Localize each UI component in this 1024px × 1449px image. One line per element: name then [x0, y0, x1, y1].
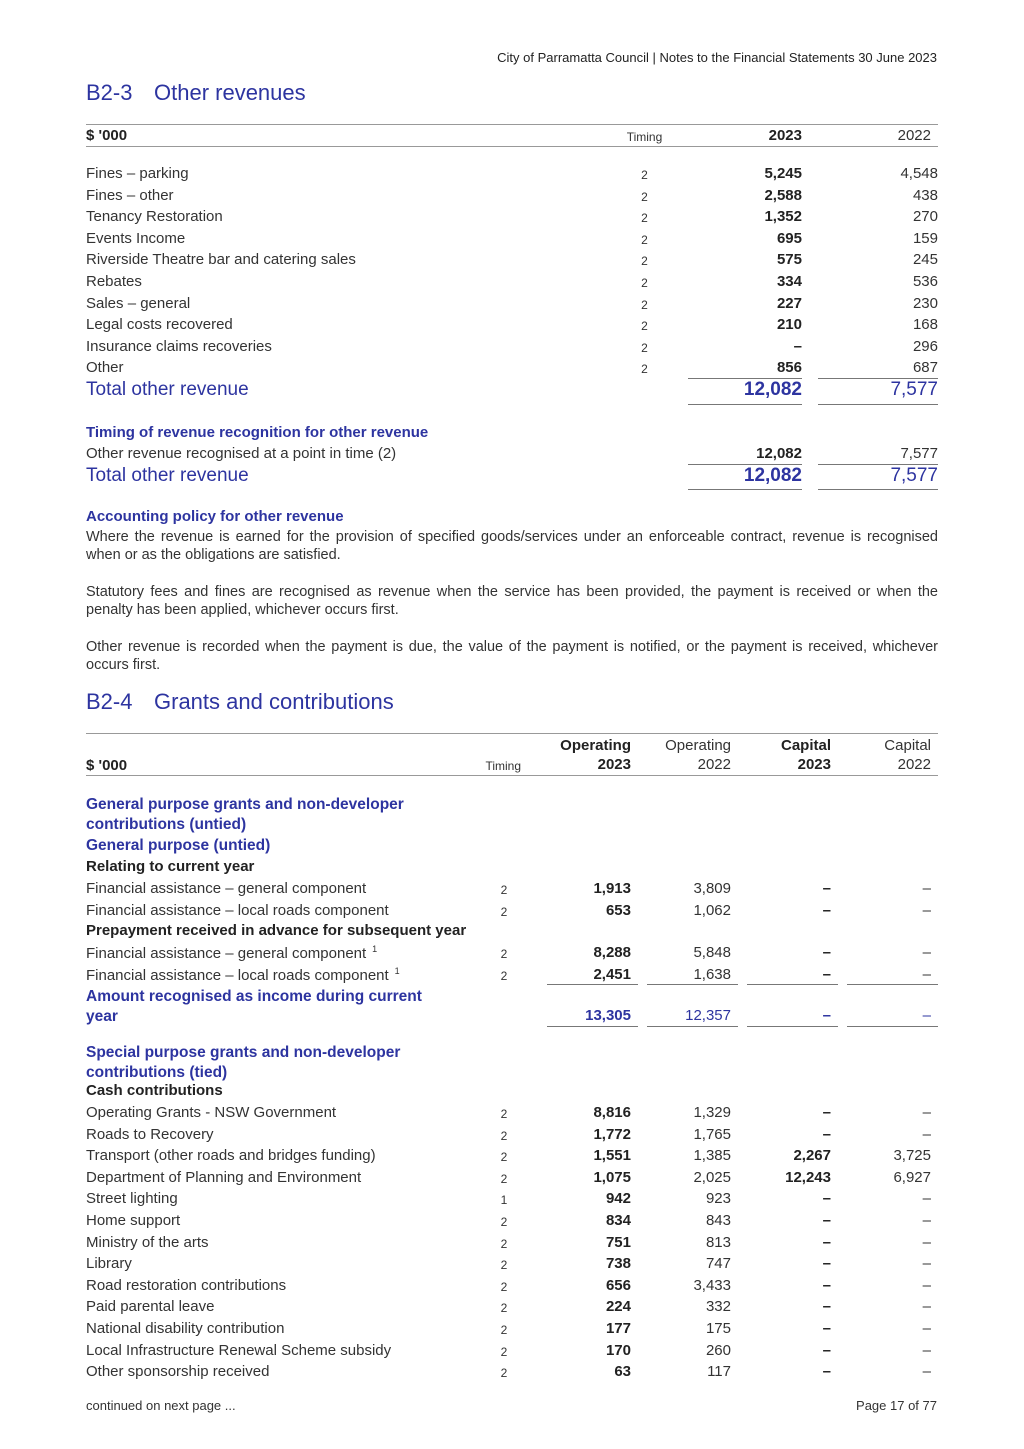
table-row	[86, 1363, 938, 1384]
op23-header-a: Operating	[560, 737, 631, 754]
table-row	[86, 273, 938, 294]
operating-2022: 3,809	[693, 880, 731, 897]
capital-2022: –	[922, 1298, 931, 1316]
row-label: Transport (other roads and bridges funding)	[86, 1147, 376, 1165]
capital-2022: –	[922, 1104, 931, 1121]
total-2022: 7,577	[890, 379, 938, 400]
table-row	[86, 187, 938, 208]
row-timing: 2	[500, 1107, 508, 1121]
value-2022: 230	[912, 294, 938, 312]
cap22-header-a: Capital	[884, 737, 931, 754]
row-timing: 2	[500, 1128, 508, 1143]
footnote-marker: 1	[394, 965, 400, 976]
timing-header: Timing	[485, 759, 521, 773]
value-2022: 168	[912, 316, 938, 334]
cap23-header-b: 2023	[797, 756, 831, 773]
row-label: Roads to Recovery	[86, 1125, 214, 1143]
operating-2022: 260	[705, 1341, 731, 1359]
rule	[747, 984, 838, 985]
operating-2023: 2,451	[593, 965, 631, 983]
row-label: Ministry of the arts	[86, 1233, 209, 1251]
row-label: Other	[86, 359, 124, 377]
value-2023: –	[793, 337, 802, 355]
row-timing: 2	[500, 883, 508, 897]
total2-row	[86, 465, 938, 491]
row-label: Street lighting	[86, 1190, 178, 1208]
capital-2022: –	[922, 944, 931, 961]
operating-2023: 653	[605, 901, 631, 919]
row-timing: 2	[641, 362, 648, 377]
operating-2022: 1,765	[693, 1125, 731, 1143]
row-label: Insurance claims recoveries	[86, 337, 272, 355]
value-2023: 5,245	[764, 165, 802, 182]
operating-2023: 177	[605, 1320, 631, 1337]
policy-heading: Accounting policy for other revenue	[86, 508, 344, 525]
capital-2023: –	[822, 1363, 831, 1381]
table-row	[86, 944, 938, 965]
total-row	[86, 379, 938, 405]
table-row	[86, 1255, 938, 1276]
value-2023: 1,352	[764, 208, 802, 226]
row-timing: 2	[500, 1366, 508, 1381]
value-2022: 270	[912, 208, 938, 226]
value-2023: 334	[776, 273, 802, 290]
operating-2022: 843	[705, 1212, 731, 1229]
row-timing: 2	[500, 1344, 508, 1359]
total-2023: 12,082	[743, 379, 802, 400]
prepay-heading: Prepayment received in advance for subsequent year	[86, 922, 467, 939]
row-timing: 2	[500, 1279, 508, 1294]
row-timing: 2	[641, 168, 648, 182]
unit-header: $ '000	[86, 127, 128, 144]
capital-2022: –	[922, 1341, 931, 1359]
capital-2023: –	[822, 965, 831, 983]
section-name: Other revenues	[154, 80, 306, 105]
operating-2023: 8,288	[593, 944, 631, 961]
amount-label-line-1: Amount recognised as income during current	[86, 988, 422, 1005]
row-label: Operating Grants - NSW Government	[86, 1104, 337, 1121]
row-timing: 2	[500, 947, 508, 961]
row-label: Financial assistance – local roads component $^1$	[86, 965, 400, 984]
value-2022: 159	[912, 229, 938, 247]
row-timing: 2	[500, 1323, 508, 1337]
operating-2022: 175	[705, 1320, 731, 1337]
timing-row-label: Other revenue recognised at a point in time (2)	[86, 445, 397, 462]
amount-op23: 13,305	[585, 1007, 631, 1024]
operating-2023: 170	[605, 1341, 631, 1359]
continued-note: continued on next page ...	[86, 1398, 236, 1413]
capital-2022: –	[922, 1190, 931, 1208]
operating-2023: 738	[605, 1255, 631, 1273]
operating-2023: 751	[605, 1233, 631, 1251]
header-bottom-rule	[86, 146, 938, 147]
operating-2023: 834	[605, 1212, 631, 1229]
row-timing: 2	[500, 1171, 508, 1186]
row-label: National disability contribution	[86, 1320, 285, 1337]
section-title-b2-3	[86, 80, 306, 106]
timing-heading: Timing of revenue recognition for other revenue	[86, 424, 429, 441]
amount-row	[86, 1007, 938, 1028]
row-label: Other sponsorship received	[86, 1363, 270, 1381]
row-timing: 2	[500, 1301, 508, 1316]
section-title-b2-4	[86, 689, 394, 715]
capital-2022: –	[922, 1320, 931, 1337]
row-label: Library	[86, 1255, 132, 1273]
table-row	[86, 880, 938, 901]
table-row	[86, 251, 938, 272]
capital-2022: –	[922, 880, 931, 897]
operating-2023: 8,816	[593, 1104, 631, 1121]
capital-2022: –	[922, 1233, 931, 1251]
row-timing: 2	[641, 297, 648, 312]
row-label: Financial assistance – general component	[86, 880, 367, 897]
table-row	[86, 1169, 938, 1190]
row-timing: 2	[641, 276, 648, 290]
total2-2022: 7,577	[890, 465, 938, 486]
row-label: Local Infrastructure Renewal Scheme subsidy	[86, 1341, 392, 1359]
gp-heading-line-1: General purpose grants and non-developer	[86, 796, 404, 813]
table-top-rule	[86, 733, 938, 734]
rule	[647, 984, 738, 985]
sp-heading-line-1: Special purpose grants and non-developer	[86, 1044, 401, 1061]
table-row	[86, 295, 938, 316]
section-name: Grants and contributions	[154, 689, 394, 714]
capital-2022: –	[922, 1255, 931, 1273]
row-label: Paid parental leave	[86, 1298, 215, 1316]
section-number: B2-4	[86, 689, 133, 714]
op23-header-b: 2023	[597, 756, 631, 773]
capital-2023: –	[822, 1125, 831, 1143]
value-2022: 296	[912, 337, 938, 355]
capital-2023: –	[822, 1190, 831, 1208]
b24-header-row	[86, 737, 938, 775]
page-number: Page 17 of 77	[856, 1398, 937, 1413]
rule	[547, 984, 638, 985]
row-label: Home support	[86, 1212, 181, 1229]
operating-2022: 2,025	[693, 1168, 731, 1186]
row-timing: 1	[500, 1193, 508, 1208]
capital-2022: 3,725	[893, 1147, 931, 1165]
rule	[847, 1026, 938, 1027]
table-row	[86, 165, 938, 186]
operating-2023: 942	[605, 1190, 631, 1208]
total2-2023: 12,082	[743, 465, 802, 486]
timing-row	[86, 445, 938, 466]
operating-2023: 1,551	[593, 1147, 631, 1165]
capital-2022: –	[922, 1276, 931, 1294]
operating-2023: 63	[614, 1363, 631, 1381]
row-label: Events Income	[86, 229, 186, 247]
sp-heading-line-2: contributions (tied)	[86, 1064, 228, 1081]
table-row	[86, 359, 938, 380]
timing-header: Timing	[626, 130, 663, 144]
operating-2022: 923	[705, 1190, 731, 1208]
table-row	[86, 1342, 938, 1363]
table-row	[86, 230, 938, 251]
operating-2023: 1,913	[593, 880, 631, 897]
capital-2023: –	[822, 1341, 831, 1359]
value-2023: 210	[776, 316, 802, 334]
capital-2023: –	[822, 1276, 831, 1294]
footnote-marker: 1	[372, 944, 378, 954]
rule	[847, 984, 938, 985]
running-header: City of Parramatta Council | Notes to the Financial Statements 30 June 2023	[497, 50, 937, 65]
value-2022: 438	[912, 186, 938, 204]
cap23-header-a: Capital	[780, 737, 831, 754]
amount-cap22: –	[922, 1007, 931, 1024]
row-label: Financial assistance – general component $^1$	[86, 944, 378, 962]
table-row	[86, 1147, 938, 1168]
cap22-header-b: 2022	[897, 756, 931, 773]
table-row	[86, 1320, 938, 1341]
unit-header: $ '000	[86, 757, 128, 774]
capital-2022: –	[922, 965, 931, 983]
total-underline	[688, 404, 802, 405]
capital-2022: –	[922, 1212, 931, 1229]
col-2023-header: 2023	[768, 127, 802, 144]
table-row	[86, 1298, 938, 1319]
capital-2023: –	[822, 901, 831, 919]
total-label: Total other revenue	[86, 379, 249, 400]
policy-paragraph-3: Other revenue is recorded when the payment is due, the value of the payment is notified, or the payment is received, whichever occurs first.	[86, 639, 938, 673]
operating-2022: 747	[705, 1255, 731, 1273]
row-label: Legal costs recovered	[86, 316, 233, 334]
row-label: Tenancy Restoration	[86, 208, 223, 226]
rule	[547, 1026, 638, 1027]
amount-label-line-2: year	[86, 1008, 118, 1025]
table-row	[86, 902, 938, 923]
operating-2022: 5,848	[693, 944, 731, 961]
row-label: Fines – other	[86, 186, 174, 204]
row-timing: 2	[500, 968, 508, 983]
operating-2023: 224	[605, 1298, 631, 1316]
row-timing: 2	[500, 1150, 508, 1165]
gp-heading	[86, 795, 404, 835]
policy-paragraph-1: Where the revenue is earned for the provision of specified goods/services under an enforceable contract, revenue is recognised when or as the obligations are satisfied.	[86, 529, 938, 563]
row-timing: 2	[641, 232, 648, 247]
row-timing: 2	[500, 1236, 508, 1251]
rule	[818, 489, 938, 490]
operating-2023: 1,075	[593, 1168, 631, 1186]
value-2023: 575	[776, 251, 802, 269]
operating-2022: 117	[707, 1363, 731, 1381]
op22-header-b: 2022	[697, 756, 731, 773]
section-number: B2-3	[86, 80, 133, 105]
row-label: Sales – general	[86, 294, 191, 312]
capital-2023: 2,267	[793, 1147, 831, 1165]
row-timing: 2	[641, 340, 648, 355]
table-row	[86, 1234, 938, 1255]
row-timing: 2	[500, 904, 508, 919]
operating-2022: 3,433	[693, 1276, 731, 1294]
table-row	[86, 1104, 938, 1125]
operating-2022: 332	[705, 1298, 731, 1316]
policy-paragraph-2: Statutory fees and fines are recognised as revenue when the service has been provided, the payment is received or when the penalty has been applied, whichever occurs first.	[86, 584, 938, 618]
table-row	[86, 1277, 938, 1298]
gp-heading-line-2: contributions (untied)	[86, 816, 247, 833]
value-2023: 2,588	[764, 186, 802, 204]
amount-op22: 12,357	[685, 1007, 731, 1024]
b23-header-row	[86, 127, 938, 148]
header-bottom-rule	[86, 775, 938, 776]
capital-2023: –	[822, 1104, 831, 1121]
value-2023: 695	[776, 229, 802, 247]
total2-label: Total other revenue	[86, 465, 249, 486]
operating-2022: 1,329	[693, 1104, 731, 1121]
row-label: Fines – parking	[86, 165, 189, 182]
row-label: Riverside Theatre bar and catering sales	[86, 251, 356, 269]
cash-heading: Cash contributions	[86, 1082, 223, 1099]
operating-2022: 813	[705, 1233, 731, 1251]
operating-2022: 1,062	[693, 901, 731, 919]
table-row	[86, 1126, 938, 1147]
capital-2023: –	[822, 944, 831, 961]
operating-2022: 1,638	[693, 965, 731, 983]
capital-2023: –	[822, 1320, 831, 1337]
capital-2022: –	[922, 1125, 931, 1143]
table-row	[86, 1212, 938, 1233]
value-2022: 687	[912, 359, 938, 377]
capital-2023: –	[822, 1212, 831, 1229]
row-timing: 2	[641, 254, 648, 269]
row-label: Road restoration contributions	[86, 1276, 287, 1294]
timing-row-2023: 12,082	[756, 445, 802, 462]
row-label: Financial assistance – local roads component	[86, 901, 389, 919]
capital-2022: –	[922, 901, 931, 919]
table-row	[86, 1190, 938, 1211]
rule	[747, 1026, 838, 1027]
row-timing: 2	[500, 1215, 508, 1229]
op22-header-a: Operating	[665, 737, 731, 754]
operating-2022: 1,385	[693, 1147, 731, 1165]
sp-heading	[86, 1043, 400, 1083]
row-timing: 2	[641, 211, 648, 226]
table-row	[86, 338, 938, 359]
operating-2023: 1,772	[593, 1125, 631, 1143]
row-timing: 2	[500, 1258, 508, 1273]
rule	[688, 489, 802, 490]
row-label: Rebates	[86, 273, 142, 290]
gp-subheading: General purpose (untied)	[86, 837, 271, 854]
timing-row-2022: 7,577	[900, 445, 938, 462]
capital-2022: 6,927	[893, 1168, 931, 1186]
row-timing: 2	[641, 189, 648, 204]
total-underline	[818, 404, 938, 405]
current-year-heading: Relating to current year	[86, 858, 255, 875]
capital-2023: –	[822, 1233, 831, 1251]
amount-cap23: –	[822, 1007, 831, 1024]
capital-2023: –	[822, 1298, 831, 1316]
capital-2022: –	[922, 1363, 931, 1381]
rule	[647, 1026, 738, 1027]
table-row	[86, 208, 938, 229]
capital-2023: –	[822, 1255, 831, 1273]
row-timing: 2	[641, 319, 648, 334]
value-2022: 245	[912, 251, 938, 269]
value-2023: 856	[776, 359, 802, 377]
col-2022-header: 2022	[897, 127, 931, 144]
value-2022: 536	[912, 273, 938, 290]
operating-2023: 656	[605, 1276, 631, 1294]
value-2023: 227	[776, 294, 802, 312]
value-2022: 4,548	[900, 165, 938, 182]
table-top-rule	[86, 124, 938, 125]
capital-2023: –	[822, 880, 831, 897]
capital-2023: 12,243	[785, 1168, 831, 1186]
row-label: Department of Planning and Environment	[86, 1168, 362, 1186]
table-row	[86, 316, 938, 337]
